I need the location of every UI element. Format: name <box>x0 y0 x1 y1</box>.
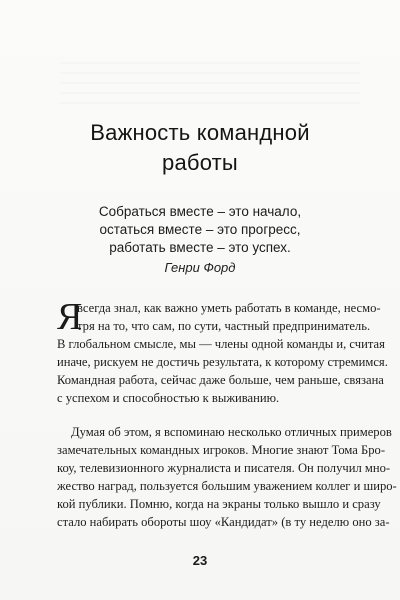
paragraph-2-line: коу, телевизионного журналиста и писателя. Он получил мно- <box>57 460 391 475</box>
epigraph-line-1: Собраться вместе – это начало, <box>98 204 302 219</box>
paragraph-2-line: кой публики. Помню, когда на экраны только вышло и сразу <box>57 496 381 511</box>
paragraph-1-line: тря на то, что сам, по сути, частный предприниматель. <box>77 318 371 333</box>
paragraph-2-line: замечательных командных игроков. Многие знают Тома Бро- <box>57 442 386 457</box>
paragraph-1-line: В глобальном смысле, мы — члены одной команды и, считая <box>57 336 385 351</box>
paragraph-1-line: с успехом и способностью к выживанию. <box>57 390 280 405</box>
epigraph-line-3: работать вместе – это успех. <box>109 240 291 255</box>
paragraph-2 <box>57 424 397 531</box>
paragraph-1-line: иначе, рискуем не достичь результата, к которому стремимся. <box>57 354 388 369</box>
show-through-text <box>60 62 360 112</box>
drop-cap: Я <box>57 296 83 338</box>
epigraph-line-2: остаться вместе – это прогресс, <box>99 222 301 237</box>
paragraph-1-line: Командная работа, сейчас даже больше, чем раньше, связана <box>57 372 384 387</box>
epigraph-author: Генри Форд <box>164 260 236 275</box>
chapter-title-line-2: работы <box>162 150 238 175</box>
paragraph-1-line: всегда знал, как важно уметь работать в команде, несмо- <box>77 301 381 315</box>
paragraph-1 <box>57 296 388 407</box>
paragraph-2-line: Думая об этом, я вспоминаю несколько отличных примеров <box>71 425 392 439</box>
paragraph-2-line: жество наград, пользуется большим уважением коллег и широ- <box>57 478 397 493</box>
paragraph-2-line: стало набирать обороты шоу «Кандидат» (в ту неделю оно за- <box>57 514 390 529</box>
page-number: 23 <box>192 553 208 568</box>
chapter-title-line-1: Важность командной <box>90 120 310 145</box>
